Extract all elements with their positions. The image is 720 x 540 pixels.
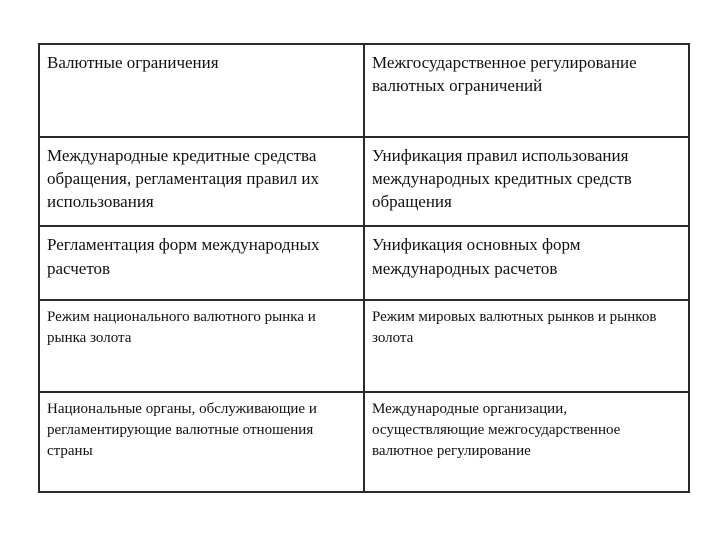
table-cell-left xyxy=(39,300,364,392)
table-cell-right xyxy=(364,392,689,492)
cell-text: Национальные органы, обслуживающие и регламентирующие валютные отношения страны xyxy=(47,401,317,459)
cell-text: Унификация правил использования международных кредитных средств обращения xyxy=(372,146,632,211)
table-cell-left xyxy=(39,44,364,137)
cell-text: Международные организации, осуществляющие межгосударственное валютное регулирование xyxy=(372,401,621,459)
cell-text: Режим мировых валютных рынков и рынков золота xyxy=(372,309,657,346)
table-row xyxy=(39,226,689,300)
cell-text: Межгосударственное регулирование валютных ограничений xyxy=(372,53,637,95)
cell-text: Валютные ограничения xyxy=(47,53,219,72)
table-cell-right xyxy=(364,137,689,226)
cell-text: Режим национального валютного рынка и рынка золота xyxy=(47,309,316,346)
table-cell-right xyxy=(364,226,689,300)
table-row xyxy=(39,300,689,392)
cell-text: Международные кредитные средства обращения, регламентация правил их использования xyxy=(47,146,319,211)
table-cell-left xyxy=(39,226,364,300)
table-row xyxy=(39,44,689,137)
table-cell-left xyxy=(39,392,364,492)
table-cell-right xyxy=(364,44,689,137)
table-row xyxy=(39,137,689,226)
cell-text: Унификация основных форм международных расчетов xyxy=(372,235,581,278)
table-cell-right xyxy=(364,300,689,392)
table-cell-left xyxy=(39,137,364,226)
comparison-table xyxy=(38,43,690,493)
table-row xyxy=(39,392,689,492)
cell-text: Регламентация форм международных расчетов xyxy=(47,235,320,278)
